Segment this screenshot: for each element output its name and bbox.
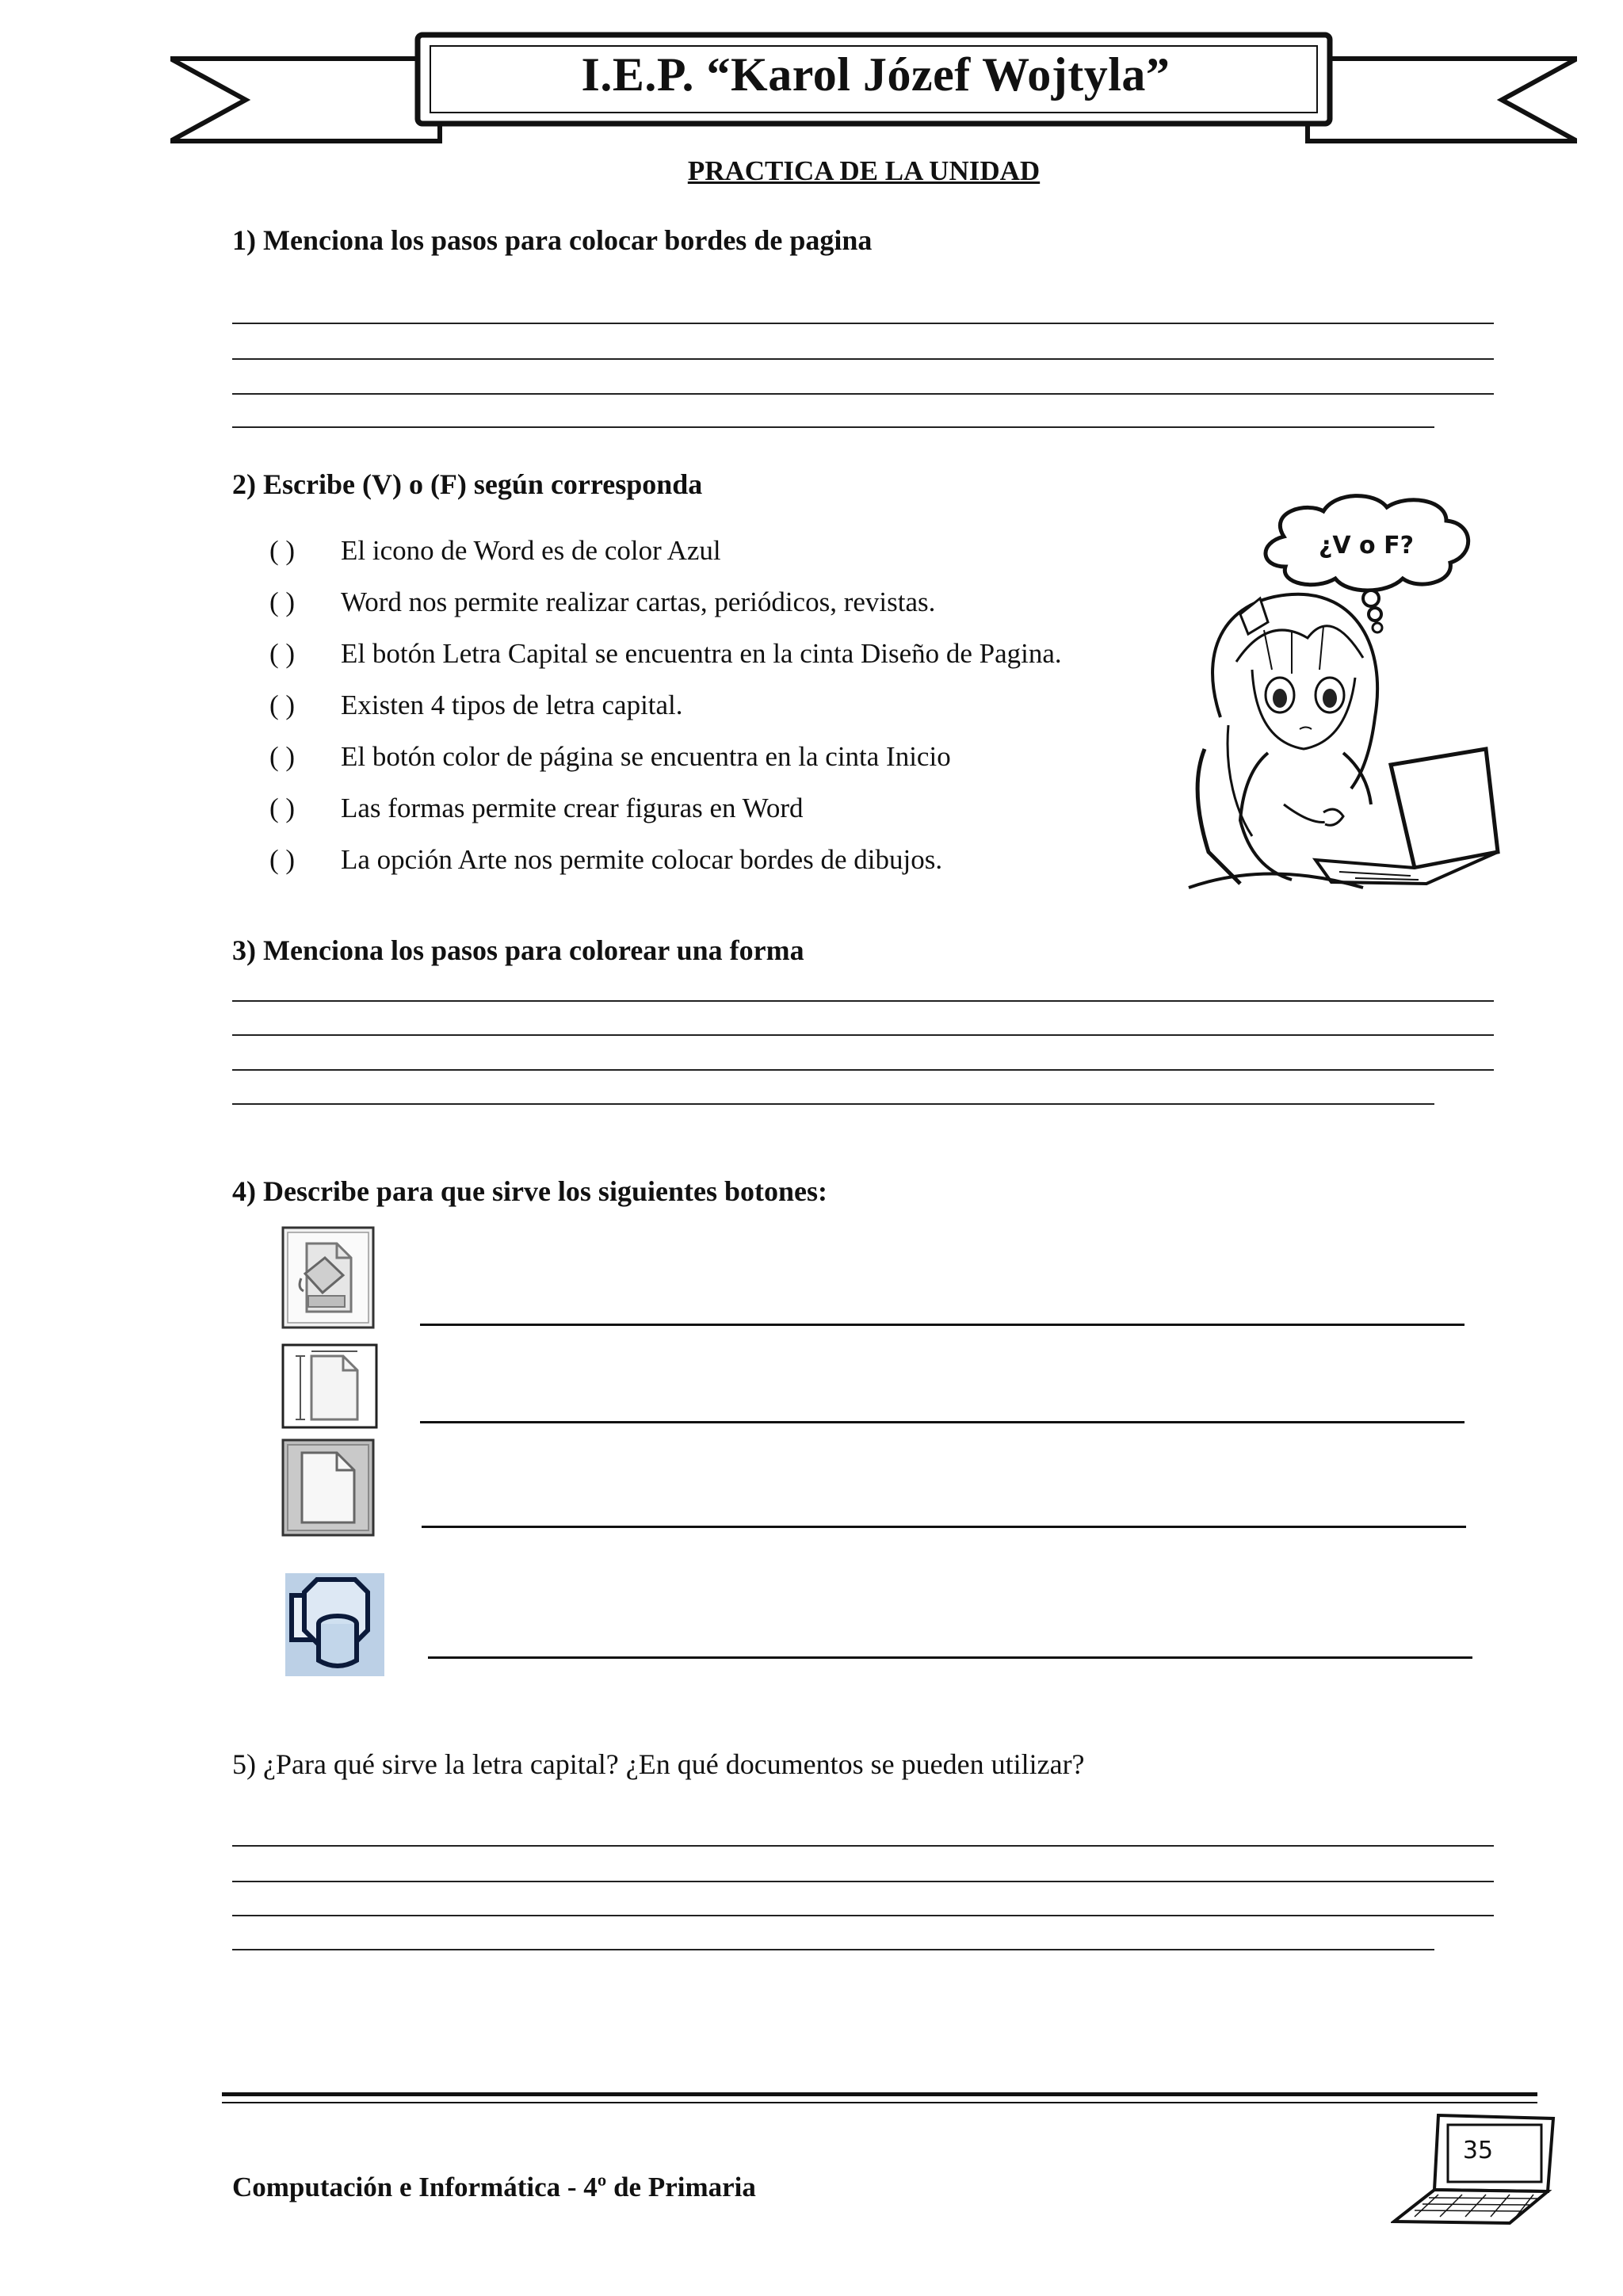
page-color-icon — [281, 1226, 375, 1329]
true-false-item — [269, 638, 1062, 670]
thought-bubble-text: ¿V o F? — [1318, 532, 1415, 560]
question-4: 4) Describe para que sirve los siguientes botones: — [232, 1175, 827, 1207]
answer-blank[interactable]: ( ) — [269, 793, 296, 823]
answer-blank[interactable]: ( ) — [269, 690, 296, 720]
answer-line — [232, 358, 1494, 360]
laptop-page-icon — [1391, 2112, 1561, 2227]
answer-line — [232, 426, 1434, 428]
answer-blank[interactable]: ( ) — [269, 844, 296, 875]
answer-blank[interactable]: ( ) — [269, 586, 296, 617]
statement-text: El botón color de página se encuentra en la cinta Inicio — [341, 741, 951, 772]
answer-line — [232, 1881, 1494, 1882]
question-5: 5) ¿Para qué sirve la letra capital? ¿En qué documentos se pueden utilizar? — [232, 1748, 1085, 1780]
statement-text: El botón Letra Capital se encuentra en la cinta Diseño de Pagina. — [341, 638, 1062, 669]
question-1: 1) Menciona los pasos para colocar bordes de pagina — [232, 224, 873, 256]
answer-line — [420, 1324, 1465, 1326]
true-false-item — [269, 793, 804, 824]
true-false-item — [269, 844, 942, 876]
statement-text: Existen 4 tipos de letra capital. — [341, 690, 683, 720]
shapes-icon — [285, 1573, 384, 1676]
answer-line — [232, 393, 1494, 395]
true-false-item — [269, 690, 683, 721]
answer-line — [232, 1000, 1494, 1002]
answer-line — [232, 1103, 1434, 1105]
true-false-item — [269, 586, 935, 618]
question-3: 3) Menciona los pasos para colorear una forma — [232, 934, 804, 966]
footer-rule — [222, 2092, 1537, 2096]
statement-text: El icono de Word es de color Azul — [341, 535, 721, 566]
page-borders-icon — [281, 1438, 375, 1537]
answer-line — [428, 1656, 1472, 1659]
unit-heading: PRACTICA DE LA UNIDAD — [687, 155, 1041, 186]
answer-line — [232, 1915, 1494, 1916]
answer-line — [232, 323, 1494, 324]
footer-rule-thin — [222, 2102, 1537, 2103]
answer-line — [420, 1421, 1465, 1423]
answer-blank[interactable]: ( ) — [269, 638, 296, 669]
page-number: 35 — [1462, 2137, 1494, 2164]
answer-line — [232, 1069, 1494, 1071]
true-false-item — [269, 535, 721, 567]
footer-course: Computación e Informática - 4º de Primaria — [232, 2172, 756, 2202]
true-false-item — [269, 741, 951, 773]
statement-text: Word nos permite realizar cartas, periódicos, revistas. — [341, 586, 936, 617]
answer-blank[interactable]: ( ) — [269, 741, 296, 772]
margins-icon — [281, 1343, 378, 1429]
statement-text: La opción Arte nos permite colocar bordes de dibujos. — [341, 844, 943, 875]
question-2: 2) Escribe (V) o (F) según corresponda — [232, 468, 703, 500]
answer-line — [232, 1034, 1494, 1036]
answer-line — [422, 1526, 1466, 1528]
answer-line — [232, 1845, 1494, 1847]
statement-text: Las formas permite crear figuras en Word — [341, 793, 804, 823]
girl-laptop-illustration — [1173, 487, 1506, 892]
school-title: I.E.P. “Karol Józef Wojtyla” — [581, 48, 1170, 101]
answer-line — [232, 1949, 1434, 1950]
answer-blank[interactable]: ( ) — [269, 535, 296, 566]
